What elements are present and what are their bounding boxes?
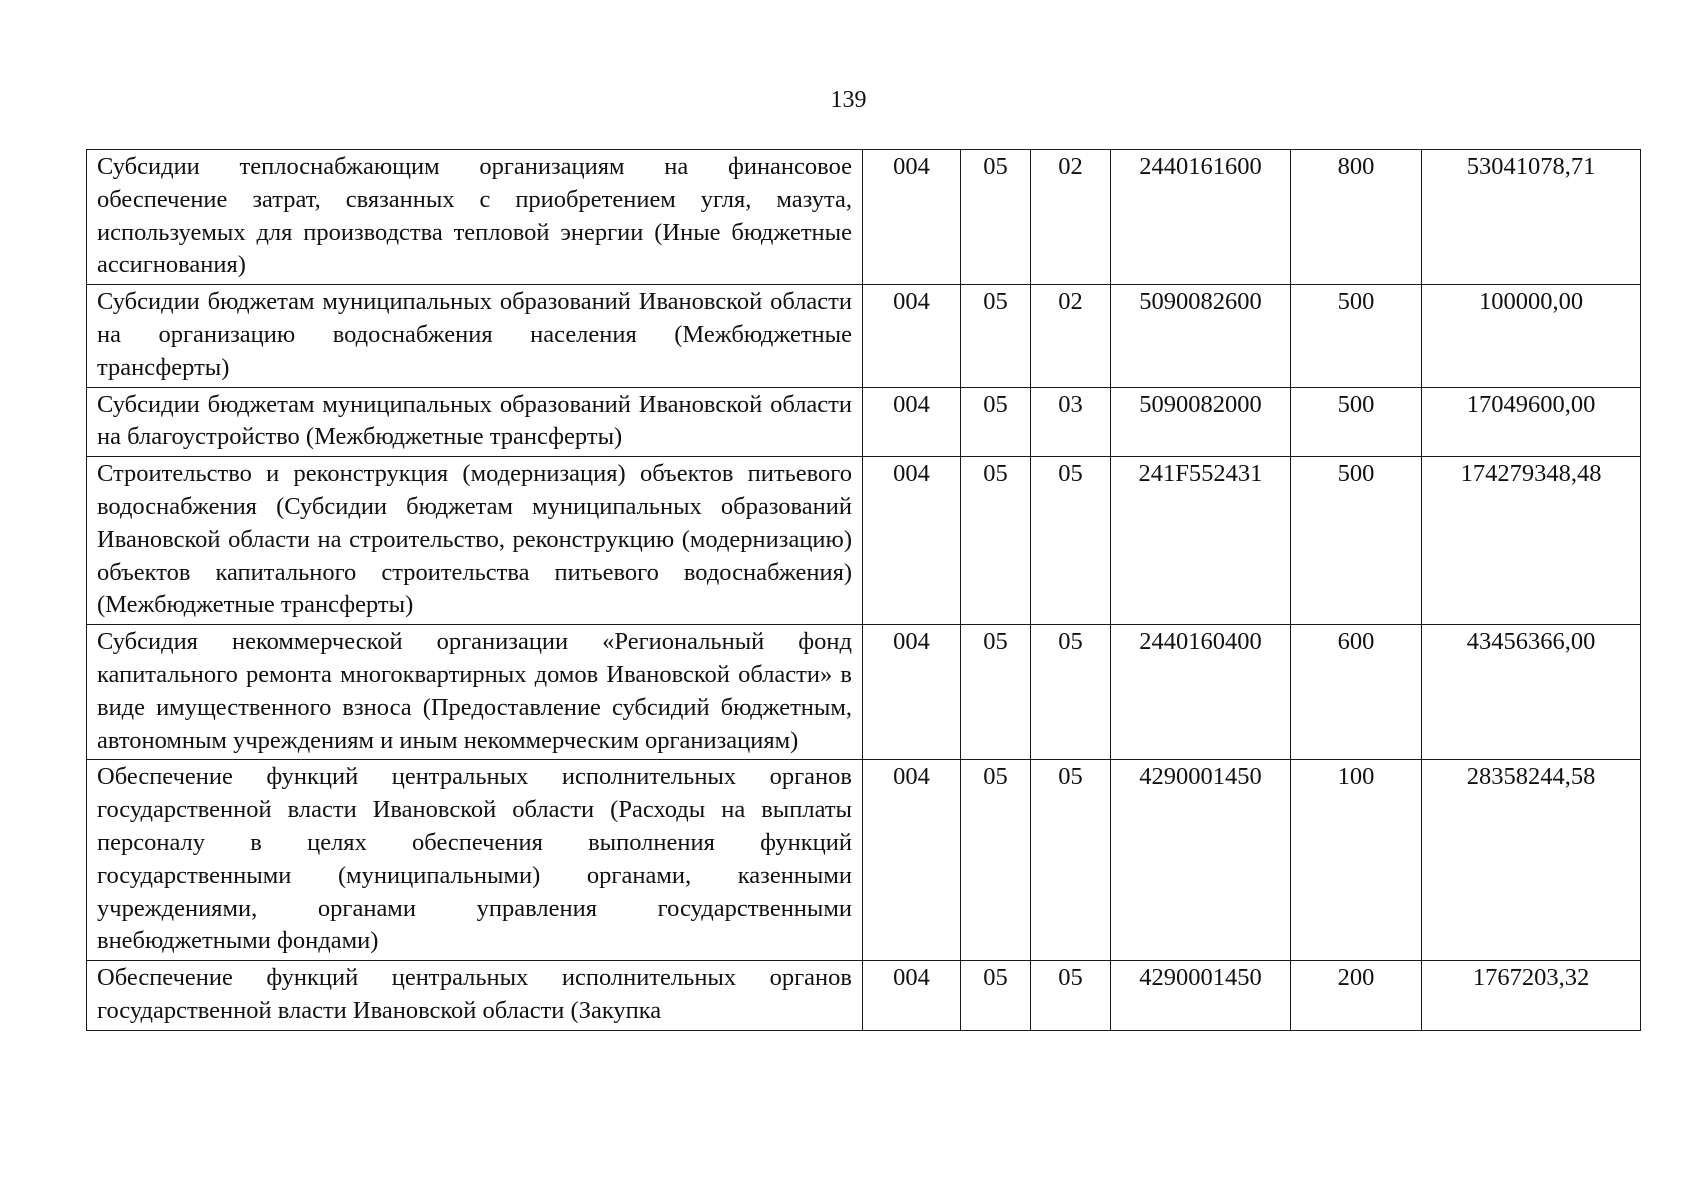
table-row [87,961,1641,1031]
expense-name: Субсидия некоммерческой организации «Региональный фонд капитального ремонта многоквартирных домов Ивановской области» в виде имущественного взноса (Предоставление субсидий бюджетным, автономным учреждениям и иным некоммерческим организациям) [87,625,863,760]
target-article-code: 5090082000 [1111,387,1291,457]
expense-type-code: 600 [1291,625,1422,760]
table-row [87,387,1641,457]
ministry-code: 004 [863,285,961,387]
target-article-code: 5090082600 [1111,285,1291,387]
amount: 53041078,71 [1422,150,1641,285]
budget-table [86,149,1641,1031]
expense-type-code: 500 [1291,387,1422,457]
ministry-code: 004 [863,625,961,760]
section-code: 05 [961,150,1031,285]
expense-type-code: 800 [1291,150,1422,285]
target-article-code: 2440161600 [1111,150,1291,285]
amount: 100000,00 [1422,285,1641,387]
subsection-code: 05 [1031,961,1111,1031]
subsection-code: 05 [1031,457,1111,625]
expense-name: Субсидии теплоснабжающим организациям на финансовое обеспечение затрат, связанных с приобретением угля, мазута, используемых для производства тепловой энергии (Иные бюджетные ассигнования) [87,150,863,285]
subsection-code: 03 [1031,387,1111,457]
amount: 174279348,48 [1422,457,1641,625]
subsection-code: 05 [1031,760,1111,961]
expense-name: Субсидии бюджетам муниципальных образований Ивановской области на благоустройство (Межбюджетные трансферты) [87,387,863,457]
target-article-code: 2440160400 [1111,625,1291,760]
table-row [87,150,1641,285]
section-code: 05 [961,625,1031,760]
table-row [87,760,1641,961]
ministry-code: 004 [863,457,961,625]
section-code: 05 [961,285,1031,387]
table-row [87,457,1641,625]
subsection-code: 02 [1031,150,1111,285]
section-code: 05 [961,961,1031,1031]
expense-name: Строительство и реконструкция (модернизация) объектов питьевого водоснабжения (Субсидии бюджетам муниципальных образований Ивановской области на строительство, реконструкцию (модернизацию) объектов капитального строительства питьевого водоснабжения) (Межбюджетные трансферты) [87,457,863,625]
expense-name: Обеспечение функций центральных исполнительных органов государственной власти Ивановской области (Расходы на выплаты персоналу в целях обеспечения выполнения функций государственными (муниципальными) органами, казенными учреждениями, органами управления государственными внебюджетными фондами) [87,760,863,961]
target-article-code: 4290001450 [1111,760,1291,961]
section-code: 05 [961,457,1031,625]
section-code: 05 [961,760,1031,961]
amount: 17049600,00 [1422,387,1641,457]
expense-name: Обеспечение функций центральных исполнительных органов государственной власти Ивановской области (Закупка [87,961,863,1031]
table-row [87,625,1641,760]
subsection-code: 02 [1031,285,1111,387]
expense-name: Субсидии бюджетам муниципальных образований Ивановской области на организацию водоснабжения населения (Межбюджетные трансферты) [87,285,863,387]
amount: 1767203,32 [1422,961,1641,1031]
expense-type-code: 500 [1291,457,1422,625]
page-number: 139 [830,87,867,113]
table-row [87,285,1641,387]
expense-type-code: 500 [1291,285,1422,387]
expense-type-code: 200 [1291,961,1422,1031]
ministry-code: 004 [863,150,961,285]
section-code: 05 [961,387,1031,457]
ministry-code: 004 [863,387,961,457]
target-article-code: 4290001450 [1111,961,1291,1031]
subsection-code: 05 [1031,625,1111,760]
target-article-code: 241F552431 [1111,457,1291,625]
ministry-code: 004 [863,961,961,1031]
expense-type-code: 100 [1291,760,1422,961]
amount: 28358244,58 [1422,760,1641,961]
ministry-code: 004 [863,760,961,961]
amount: 43456366,00 [1422,625,1641,760]
